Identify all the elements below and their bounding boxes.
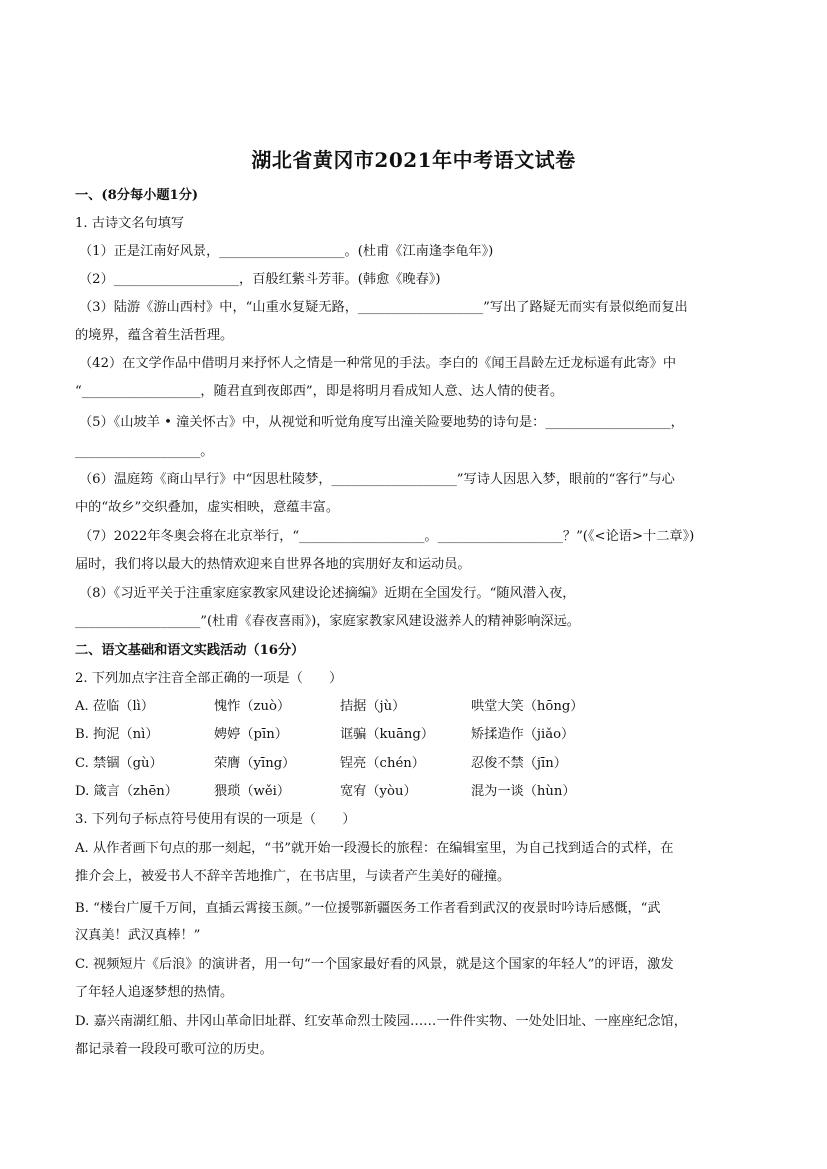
option-term: 锃亮（chén） — [340, 756, 425, 771]
q3-line: 推介会上，被爱书人不辞辛苦地推广，在书店里，与读者产生美好的碰撞。 — [75, 869, 511, 884]
q1-line: （1）正是江南好风景，___________________。(杜甫《江南逢李龟年》) — [79, 244, 494, 259]
q1-line: （2）___________________，百般红紫斗芳菲。(韩愈《晚春》) — [79, 272, 441, 287]
q3-line: 都记录着一段段可歌可泣的历史。 — [75, 1042, 273, 1057]
option-term: 哄堂大笑（hōng） — [471, 699, 584, 714]
q1-line: （3）陆游《游山西村》中，“山重水复疑无路，___________________”写出了路疑无而实有景似绝而复出 — [79, 300, 688, 315]
q3-line: A. 从作者画下句点的那一刻起，“书”就开始一段漫长的旅程：在编辑室里，为自己找到适合的式样，在 — [75, 841, 674, 856]
q1-line: 届时，我们将以最大的热情欢迎来自世界各地的宾朋好友和运动员。 — [75, 557, 471, 572]
option-term: D. 箴言（zhēn） — [75, 784, 178, 799]
option-term: 诓骗（kuāng） — [340, 727, 435, 742]
option-term: 猥琐（wěi） — [214, 784, 291, 799]
option-term: A. 莅临（lì） — [75, 699, 155, 714]
q1-line: （6）温庭筠《商山早行》中“因思杜陵梦，___________________”写诗人因思入梦，眼前的“客行”与心 — [79, 472, 675, 487]
option-term: C. 禁锢（gù） — [75, 756, 163, 771]
q1-line: （5）《山坡羊 • 潼关怀古》中，从视觉和听觉角度写出潼关险要地势的诗句是：___________________， — [79, 415, 684, 430]
section-2-heading: 二、语文基础和语文实践活动（16分） — [75, 643, 305, 658]
q1-line: 的境界，蕴含着生活哲理。 — [75, 328, 234, 343]
q3-line: C. 视频短片《后浪》的演讲者，用一句“一个国家最好看的风景，就是这个国家的年轻人”的评语，激发 — [75, 957, 674, 972]
q2-option-b — [75, 725, 755, 745]
question-1-stem: 1. 古诗文名句填写 — [75, 216, 185, 231]
option-term: 拮据（jù） — [340, 699, 406, 714]
q1-line: ___________________。 — [75, 444, 214, 459]
q3-line: B. “楼台广厦千万间，直插云霄接玉颜。”一位援鄂新疆医务工作者看到武汉的夜景时吟诗后感慨，“武 — [75, 901, 661, 916]
q3-line: D. 嘉兴南湖红船、井冈山革命旧址群、红安革命烈士陵园……一件件实物、一处处旧址、一座座纪念馆， — [75, 1014, 687, 1029]
q1-line: （7）2022年冬奥会将在北京举行，“___________________。___________________？”(《<论语>十二章》) — [79, 529, 695, 544]
option-term: B. 拘泥（nì） — [75, 727, 159, 742]
option-term: 荣膺（yīng） — [214, 756, 296, 771]
option-term: 愧怍（zuò） — [214, 699, 291, 714]
q2-option-a — [75, 697, 755, 717]
q1-line: （8）《习近平关于注重家庭家教家风建设论述摘编》近期在全国发行。“随风潜入夜， — [79, 586, 576, 601]
option-term: 混为一谈（hùn） — [471, 784, 576, 799]
q1-line: ___________________”(杜甫《春夜喜雨》)，家庭家教家风建设滋养人的精神影响深远。 — [75, 614, 580, 629]
q1-line: “__________________，随君直到夜郎西”，即是将明月看成知人意、达人情的使者。 — [75, 384, 564, 399]
question-3-stem: 3. 下列句子标点符号使用有误的一项是（ ） — [75, 812, 356, 827]
q1-line: （42）在文学作品中借明月来抒怀人之情是一种常见的手法。李白的《闻王昌龄左迁龙标遥有此寄》中 — [79, 356, 677, 371]
option-term: 娉婷（pīn） — [214, 727, 288, 742]
page-title: 湖北省黄冈市2021年中考语文试卷 — [251, 148, 576, 172]
option-term: 矫揉造作（jiǎo） — [471, 727, 575, 742]
q2-option-c — [75, 754, 755, 774]
q1-line: 中的“故乡”交织叠加，虚实相映，意蕴丰富。 — [75, 500, 340, 515]
section-1-heading: 一、(8分每小题1分) — [75, 188, 199, 203]
q3-line: 了年轻人追逐梦想的热情。 — [75, 985, 234, 1000]
option-term: 宽宥（yòu） — [340, 784, 417, 799]
option-term: 忍俊不禁（jīn） — [471, 756, 567, 771]
question-2-stem: 2. 下列加点字注音全部正确的一项是（ ） — [75, 671, 343, 686]
q2-option-d — [75, 782, 755, 802]
q3-line: 汉真美！武汉真棒！” — [75, 928, 201, 943]
